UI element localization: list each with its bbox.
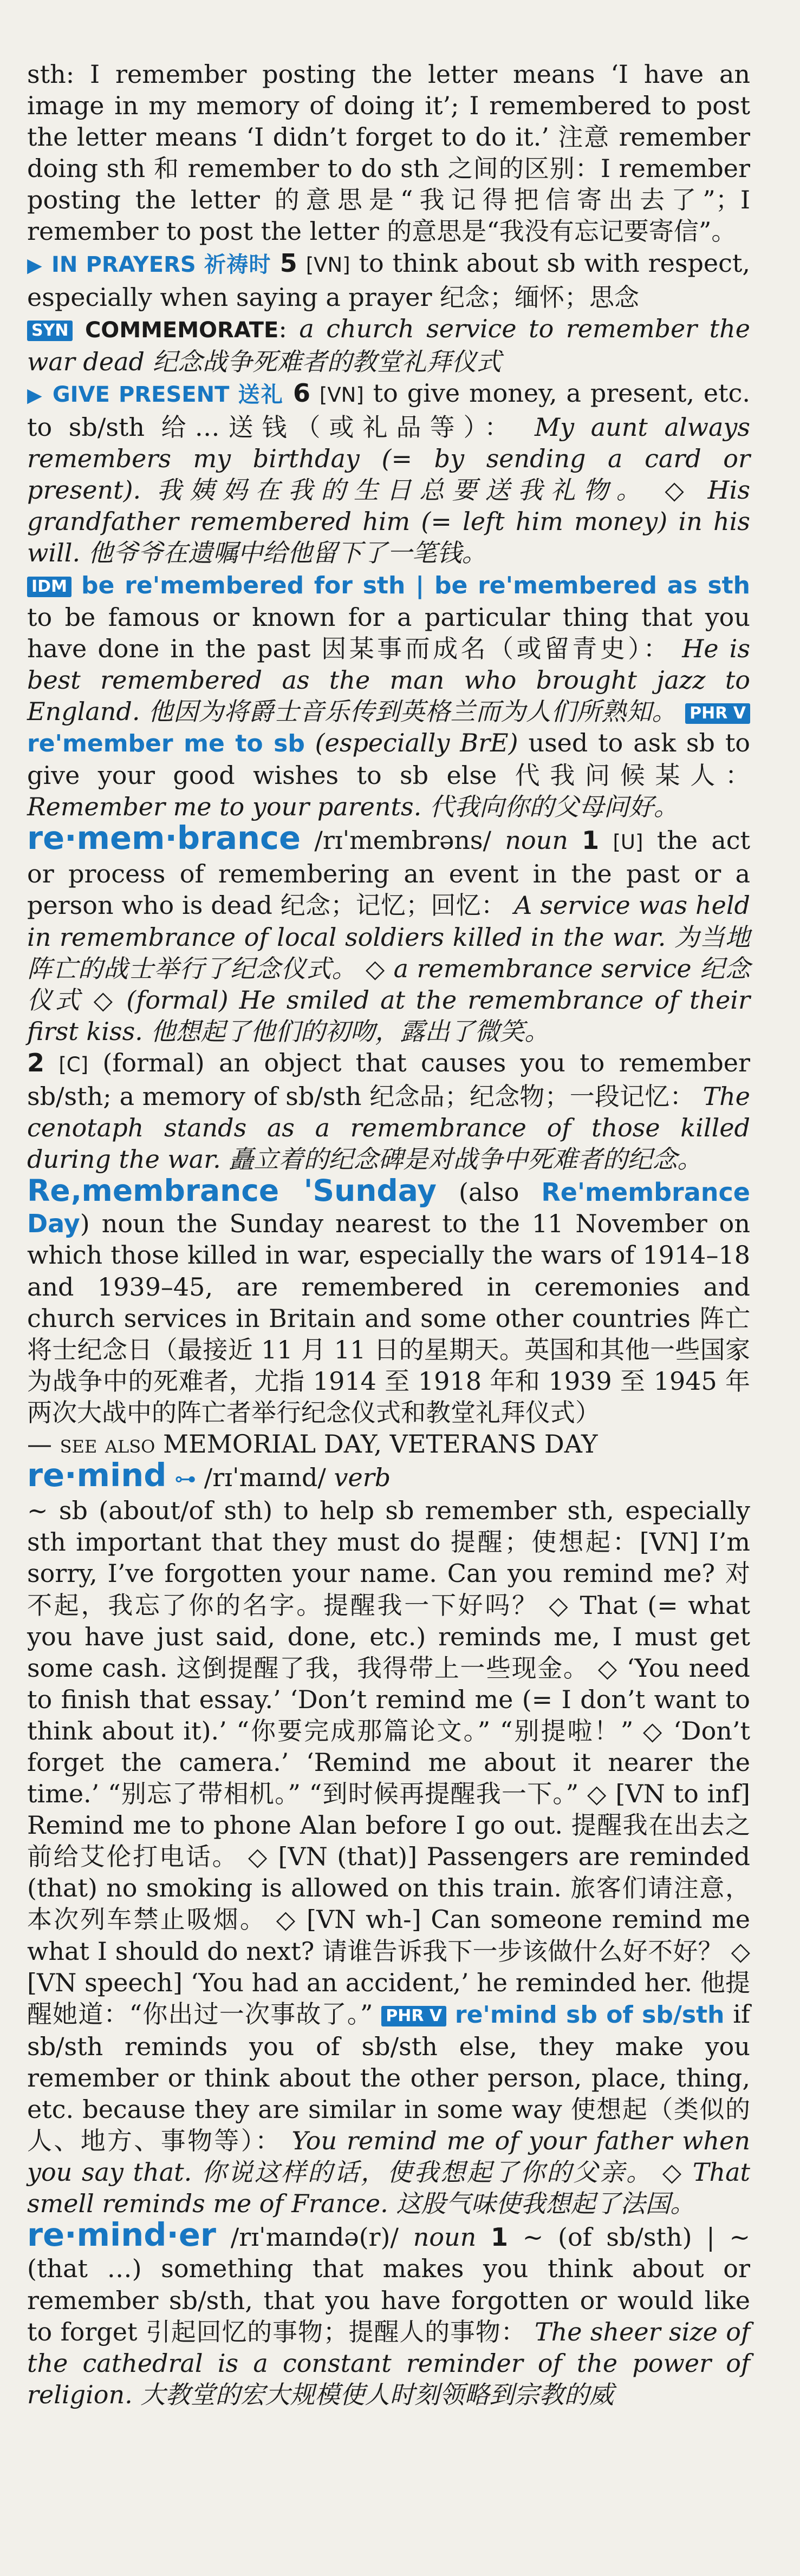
- headword: re·mem·brance: [27, 819, 301, 857]
- sense-number: 2: [27, 1048, 45, 1077]
- part-of-speech: noun: [413, 2222, 477, 2252]
- example: He is best remembered as the man who brought jazz to England. 他因为将爵士音乐传到英格兰而为人们所熟知。: [27, 633, 750, 726]
- idiom-phrase: be re'membered for sth | be re'membered as sth: [81, 571, 751, 599]
- part-of-speech: verb: [334, 1463, 391, 1493]
- sense-number: 6: [292, 378, 310, 408]
- also-open: (also: [459, 1178, 519, 1207]
- grammar-code: [VN]: [305, 253, 350, 277]
- remember-sense-6: [27, 377, 750, 569]
- entry-body: ~ sb (about/of sth) to help sb remember sth, especially sth important that they must do 提醒；使想起：[VN] I’m sorry, I’ve forgotten your name. Can you remind me? 对不起，我忘了你的名字。提醒我一下好吗？ ◇ That (= what you have just said, done, etc.) reminds me, I must get some cash. 这倒提醒了我，我得带上一些现金。 ◇ ‘You need to finish that essay.’ ‘Don’t remind me (= I don’t want to think about it).’ “你要完成那篇论文。” “别提啦！” ◇ ‘Don’t forget the camera.’ ‘Remind me about it nearer the time.’ “别忘了带相机。” “到时候再提醒我一下。” ◇ [VN to inf] Remind me to phone Alan before I go out. 提醒我在出去之前给艾伦打电话。 ◇ [VN (that)] Passengers are reminded (that) no smoking is allowed on this train. 旅客们请注意，本次列车禁止吸烟。 ◇ [VN wh-] Can someone remind me what I should do next? 请谁告诉我下一步该做什么好不好？ ◇ [VN speech] ‘You had an accident,’ he reminded her. 他提醒她道：“你出过一次事故了。”: [27, 1496, 751, 2029]
- see-also: — see also MEMORIAL DAY, VETERANS DAY: [27, 1429, 598, 1459]
- usage-note-text: sth: I remember posting the letter means ‘I have an image in my memory of doing it’; I remembered to post the letter means ‘I didn’t forget to do it.’ 注意 remember doing sth 和 remember to do sth 之间的区别：I remember posting the letter 的意思是“我记得把信寄出去了”；I remember to post the letter 的意思是“我没有忘记要寄信”。: [27, 60, 750, 246]
- grammar-code: [U]: [613, 831, 643, 854]
- example: ◇ His grandfather remembered him (= left him money) in his will. 他爷爷在遗嘱中给他留下了一笔钱。: [27, 475, 750, 568]
- example: My aunt always remembers my birthday (= by sending a card or present). 我姨妈在我的生日总要送我礼物。: [27, 413, 750, 505]
- syn-tag: SYN: [27, 321, 73, 341]
- phrasal-definition: used to ask sb to give your good wishes to sb else 代我问候某人：: [27, 728, 751, 790]
- example: ◇ a remembrance service 纪念仪式 ◇ (formal) He smiled at the remembrance of their first kiss. 他想起了他们的初吻，露出了微笑。: [27, 953, 751, 1046]
- example: Remember me to your parents. 代我向你的父母问好。: [27, 792, 679, 822]
- entry-remembrance-sunday: [27, 1175, 750, 1460]
- idiom-definition: to be famous or known for a particular thing that you have done in the past 因某事而成名（或留青史）：: [27, 602, 750, 663]
- example: You remind me of your father when you say that. 你说这样的话，使我想起了你的父亲。 ◇ That smell reminds me of France. 这股气味使我想起了法国。: [27, 2126, 750, 2219]
- headword: Re‚membrance 'Sunday: [27, 1173, 437, 1208]
- idm-tag: IDM: [27, 577, 71, 597]
- key-icon: ⊶: [174, 1467, 197, 1492]
- sense-number: 5: [279, 248, 297, 278]
- part-of-speech: noun: [505, 826, 568, 855]
- pronunciation: /rɪˈmembrəns/: [314, 826, 492, 855]
- grammar-code: [C]: [58, 1052, 89, 1076]
- remember-usage-note: [27, 58, 750, 247]
- dictionary-column: [27, 58, 750, 2410]
- synonym: COMMEMORATE: [84, 317, 279, 343]
- sense-triangle-icon: ▶: [27, 254, 43, 277]
- sense-definition: the act or process of remembering an event in the past or a person who is dead 纪念；记忆；回忆：: [27, 826, 750, 920]
- sense-triangle-icon: ▶: [27, 384, 43, 407]
- sense-definition: to think about sb with respect, especially when saying a prayer 纪念；缅怀；思念: [27, 248, 751, 312]
- pronunciation: /rɪˈmaɪnd/: [204, 1463, 326, 1493]
- example: a church service to remember the war dead 纪念战争死难者的教堂礼拜仪式: [27, 313, 751, 376]
- alt-headword: Re'membrance Day: [27, 1178, 750, 1239]
- sense-label: IN PRAYERS 祈祷时: [51, 252, 271, 277]
- grammar-code: [VN]: [319, 383, 364, 407]
- headword: re·mind: [27, 1456, 167, 1494]
- entry-reminder: [27, 2216, 751, 2410]
- example: The cenotaph stands as a remembrance of those killed during the war. 矗立着的纪念碑是对战争中死难者的纪念。: [27, 1082, 751, 1174]
- sense-definition: (formal) an object that causes you to remember sb/sth; a memory of sb/sth 纪念品；纪念物；一段记忆：: [27, 1048, 751, 1111]
- entry-remind: [27, 1456, 751, 2219]
- phrv-tag: PHR V: [381, 2006, 446, 2026]
- phrasal-verb: re'member me to sb: [27, 729, 305, 757]
- sense-number: 1: [582, 826, 600, 855]
- remember-idiom: [27, 569, 750, 823]
- entry-remembrance: [27, 819, 751, 1175]
- entry-definition: noun the Sunday nearest to the 11 November on which those killed in war, especially the wars of 1914–18 and 1939–45, are remembered in ceremonies and church services in Britain and some other countries 阵亡将士纪念日（最接近 11 月 11 日的星期天。英国和其他一些国家为战争中的死难者，尤指 1914 至 1918 年和 1939 至 1945 年两次大战中的阵亡者举行纪念仪式和教堂礼拜仪式）: [27, 1209, 750, 1427]
- remember-sense-5: ▶ IN PRAYERS 祈祷时 5 [VN] to think about sb with respect, especially when saying a prayer 纪念；缅怀；思念 SYN COMMEMORATE: a church service to remember the war dead 纪念战争死难者的教堂礼拜仪式: [27, 248, 751, 376]
- example: The sheer size of the cathedral is a constant reminder of the power of religion. 大教堂的宏大规模使人时刻领略到宗教的威: [27, 2317, 750, 2409]
- phrv-tag: PHR V: [685, 703, 750, 724]
- register-label: (especially BrE): [315, 728, 518, 757]
- headword: re·mind·er: [27, 2216, 216, 2254]
- also-close: ): [80, 1209, 90, 1239]
- example: A service was held in remembrance of local soldiers killed in the war. 为当地阵亡的战士举行了纪念仪式。: [27, 891, 750, 983]
- sense-definition: to give money, a present, etc. to sb/sth 给…送钱（或礼品等）：: [27, 378, 751, 442]
- phrasal-definition: if sb/sth reminds you of sb/sth else, they make you remember or think about the other person, place, thing, etc. because they are similar in some way 使想起（类似的人、地方、事物等）：: [27, 1999, 751, 2156]
- sense-number: 1: [491, 2222, 509, 2252]
- pronunciation: /rɪˈmaɪndə(r)/: [230, 2222, 399, 2252]
- sense-label: GIVE PRESENT 送礼: [52, 382, 284, 407]
- sense-definition: ~ (of sb/sth) | ~ (that …) something that makes you think about or remember sb/sth, that you have forgotten or would like to forget 引起回忆的事物；提醒人的事物：: [27, 2222, 751, 2346]
- phrasal-verb: re'mind sb of sb/sth: [454, 2000, 725, 2029]
